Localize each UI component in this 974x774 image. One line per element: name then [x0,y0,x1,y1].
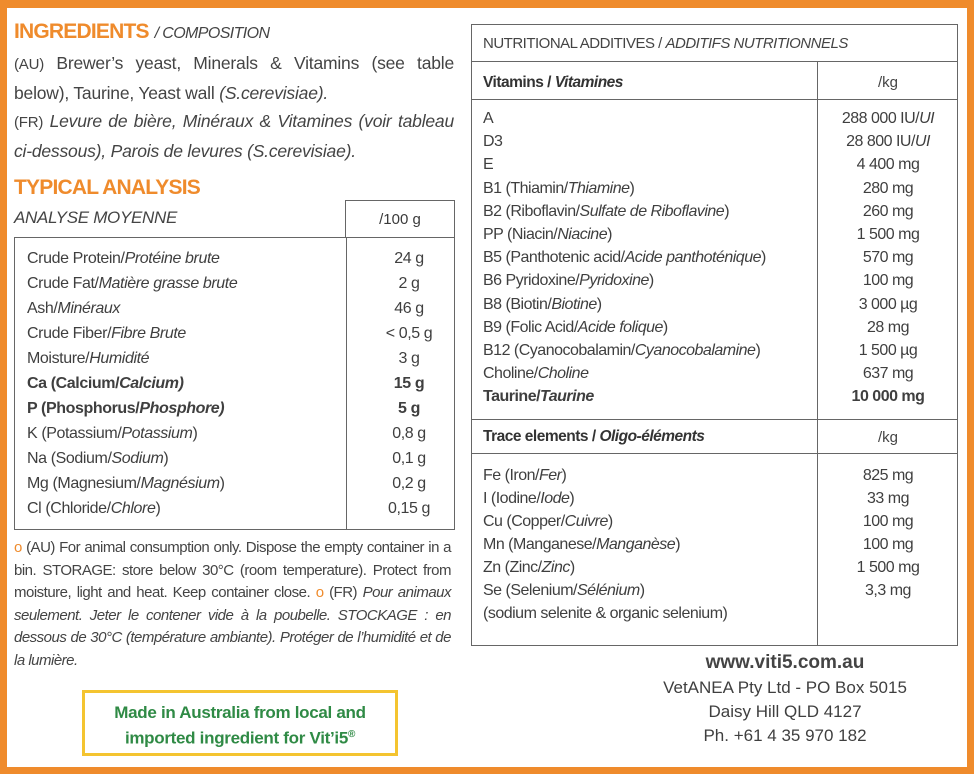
analysis-nutrient [27,296,120,321]
vitamin-value-main: 288 000 IU/ [841,110,920,127]
trace-en: Se (Selenium/ [483,582,577,599]
ingredients-au-text: Brewer’s yeast, Minerals & Vitamins (see table below), Taurine, Yeast wall [14,53,454,103]
nutrient-en: K (Potassium/ [27,425,122,442]
made-in-line-1: Made in Australia from local and [114,703,366,722]
analysis-row [27,371,447,396]
trace-tail: ) [607,513,613,530]
vitamins-heading [483,74,623,92]
usage-notes [14,537,451,672]
vitamin-value [817,153,959,176]
trace-fr: Zinc [541,559,570,576]
nutrient-tail: ) [192,425,198,442]
registered-mark: ® [347,729,356,740]
vitamin-row [483,130,957,153]
ingredients-heading [14,20,269,46]
vitamin-fr: Choline [537,365,589,383]
vitamin-fr: Biotine [551,295,597,313]
vitamin-row [483,316,957,339]
vitamin-name [483,246,766,269]
nutrient-fr: Sodium [111,450,164,467]
vitamin-row [483,293,957,316]
vitamin-row [483,362,957,385]
analysis-row [27,346,447,371]
ingredients-text [14,49,454,165]
vitamin-en: B8 (Biotin/ [483,295,552,313]
analysis-nutrient [27,246,220,271]
analysis-nutrient [27,271,237,296]
vitamin-row [483,339,957,362]
vitamin-value [817,200,959,223]
vitamin-en: Taurine/ [483,388,541,406]
vitamin-fr: Cyanocobalamine [634,342,756,359]
na-title-fr: ADDITIFS NUTRITIONNELS [665,35,848,52]
analysis-row [27,396,447,421]
vitamin-tail: ) [662,318,668,336]
website-link[interactable]: www.viti5.com.au [705,652,865,673]
vitamin-fr: Niacine [557,226,608,243]
vitamin-value [817,385,959,408]
vitamin-name [483,339,760,362]
nutrient-en: Moisture/ [27,350,90,367]
trace-en: Cu (Copper/ [483,513,565,530]
nutrient-fr: Humidité [89,350,150,367]
analysis-value: 15 g [393,375,425,392]
trace-tail: ) [569,559,575,576]
nutrient-fr: Magnésium [140,475,220,492]
trace-en: Mn (Manganese/ [483,536,597,553]
vitamin-fr: Sulfate de Riboflavine [579,202,725,220]
trace-tail: ) [639,582,645,599]
trace-heading-fr: Oligo-éléments [599,428,705,445]
analysis-value: 46 g [394,300,424,317]
vitamin-value-main: 28 mg [867,318,909,336]
vitamin-value-main: 100 mg [862,272,914,290]
vitamin-row [483,269,957,292]
analysis-nutrient [27,471,225,496]
analysis-nutrient [27,321,186,346]
trace-row [483,533,957,556]
notes-fr-text: Pour animaux seulement. Jeter le contener vide à la poubelle. STOCKAGE : en dessous de 30°C (température ambiante). Protéger de l’humidité et de la lumière. [14,584,451,669]
trace-row [483,464,957,487]
nutrient-en: P (Phosphorus/ [27,400,140,417]
analysis-subtitle: ANALYSE MOYENNE [14,208,178,227]
analysis-unit-cell [345,200,455,238]
vitamin-value [817,107,959,130]
ingredients-title: INGREDIENTS [14,20,149,43]
made-in-australia-badge [82,690,398,756]
vitamin-name [483,177,634,200]
vitamin-name [483,200,729,223]
trace-fr: Iode [540,490,570,507]
selenium-note: (sodium selenite & organic selenium) [483,605,728,622]
analysis-value: < 0,5 g [385,325,433,342]
vitamin-value [817,246,959,269]
analysis-value: 24 g [394,250,424,267]
trace-elements-heading [483,428,704,446]
vitamin-tail: ) [761,249,766,267]
vitamin-value [817,362,959,385]
vitamin-en: B1 (Thiamin/ [483,179,568,197]
trace-value: 100 mg [862,536,914,553]
trace-row [483,487,957,510]
vitamin-value-main: 10 000 mg [851,388,925,406]
vitamin-name [483,293,602,316]
vitamin-fr: Pyridoxine [579,272,649,290]
typical-analysis-title: TYPICAL ANALYSIS [14,176,200,199]
vitamin-value-main: 1 500 µg [858,342,918,359]
trace-fr: Sélénium [577,582,640,599]
analysis-table [14,237,455,530]
analysis-row [27,496,447,521]
vitamin-fr: Acide folique [577,318,663,336]
analysis-row [27,246,447,271]
vitamin-value [817,316,959,339]
trace-value: 100 mg [862,513,914,530]
nutrient-fr: Calcium) [119,375,184,392]
trace-fr: Manganèse [596,536,676,553]
vitamin-name [483,223,612,246]
table-rule [472,61,957,62]
vitamin-en: E [483,156,494,174]
company-line: VetANEA Pty Ltd - PO Box 5015 [663,678,907,697]
analysis-value: 5 g [398,400,420,417]
trace-tail: ) [675,536,681,553]
analysis-value: 0,15 g [387,500,431,517]
vitamin-tail: ) [755,342,761,359]
trace-tail: ) [569,490,575,507]
vitamin-value-main: 3 000 µg [858,295,918,313]
analysis-value: 2 g [398,275,420,292]
analysis-value: 0,1 g [392,450,426,467]
trace-row [483,579,957,602]
vitamin-value-main: 1 500 mg [856,226,920,243]
trace-value: 825 mg [862,467,914,484]
vitamin-value [817,293,959,316]
vitamins-heading-en: Vitamins / [483,74,555,91]
nutrient-tail: ) [219,475,225,492]
analysis-row [27,296,447,321]
analysis-nutrient [27,371,184,396]
analysis-unit: /100 g [379,211,421,228]
analysis-row [27,471,447,496]
vitamin-row [483,200,957,223]
trace-en: Zn (Zinc/ [483,559,542,576]
analysis-nutrient [27,446,168,471]
nutrient-en: Ca (Calcium/ [27,375,120,392]
analysis-row [27,321,447,346]
vitamin-fr: Acide panthoténique [624,249,761,267]
trace-value: 33 mg [867,490,909,507]
analysis-nutrient [27,496,160,521]
ingredients-fr-text: Levure de bière, Minéraux & Vitamines (voir tableau ci-dessous), Parois de levures (S.cerevisiae). [14,111,454,161]
analysis-row [27,446,447,471]
notes-au-text: For animal consumption only. Dispose the empty container in a bin. STORAGE: store below 30°C (room temperature). Protect from moisture, light and heat. Keep container close. [14,539,451,601]
na-title-en: NUTRITIONAL ADDITIVES / [483,35,666,52]
nutrient-fr: Matière grasse brute [98,275,238,292]
vitamin-value-main: 28 800 IU/ [846,133,915,151]
vitamin-value-main: 4 400 mg [856,156,920,174]
vitamin-value-main: 260 mg [862,202,914,220]
vitamin-row [483,153,957,176]
vitamin-value [817,223,959,246]
nutrient-en: Na (Sodium/ [27,450,112,467]
nutritional-additives-table [471,24,958,646]
vitamin-row [483,246,957,269]
nutrient-fr: Fibre Brute [111,325,186,342]
trace-name [483,487,574,510]
vitamin-row [483,385,957,408]
trace-value: 3,3 mg [865,582,911,599]
vitamin-en: Choline/ [483,365,538,383]
nutrient-tail: ) [155,500,161,517]
vitamin-en: B12 (Cyanocobalamin/ [483,342,635,359]
nutrient-en: Mg (Magnesium/ [27,475,141,492]
address-line: Daisy Hill QLD 4127 [708,702,862,721]
vitamin-row [483,107,957,130]
analysis-nutrient [27,346,149,371]
analysis-row [27,271,447,296]
vitamin-name [483,385,594,408]
bullet-marker: o [14,539,22,556]
vitamins-unit: /kg [877,74,898,91]
analysis-value: 0,8 g [392,425,426,442]
nutrient-en: Cl (Chloride/ [27,500,111,517]
vitamin-name [483,269,654,292]
vitamin-en: B6 Pyridoxine/ [483,272,580,290]
vitamin-row [483,177,957,200]
analysis-nutrient [27,396,224,421]
vitamin-name [483,107,493,130]
trace-row [483,556,957,579]
contact-block [620,650,950,748]
trace-name [483,579,645,602]
vitamin-en: B9 (Folic Acid/ [483,318,578,336]
nutrient-fr: Chlore [110,500,156,517]
notes-fr-tag: (FR) [329,584,358,601]
trace-row [483,510,957,533]
table-rule [472,453,957,454]
nutrient-en: Crude Fat/ [27,275,99,292]
made-in-line-2-text: imported ingredient for Vit’i5 [124,728,348,748]
vitamin-value-fr: UI [919,110,935,127]
analysis-row [27,421,447,446]
vitamin-fr: Taurine [540,388,594,406]
phone-line: Ph. +61 4 35 970 182 [703,726,867,745]
vitamin-value-main: 280 mg [862,179,914,197]
nutrient-fr: Potassium [121,425,193,442]
fr-tag: (FR) [14,114,44,131]
vitamin-en: B2 (Riboflavin/ [483,202,580,220]
nutrient-en: Ash/ [27,300,58,317]
au-tag: (AU) [14,56,45,73]
vitamin-name [483,362,588,385]
analysis-value: 0,2 g [392,475,426,492]
table-rule [472,419,957,420]
made-in-line-2 [85,724,395,750]
nutrient-fr: Protéine brute [124,250,220,267]
trace-name [483,464,566,487]
trace-tail: ) [561,467,567,484]
trace-name [483,510,613,533]
vitamins-heading-fr: Vitamines [554,74,623,91]
vitamin-value [817,339,959,362]
vitamin-en: B5 (Panthotenic acid/ [483,249,625,267]
vitamin-tail: ) [724,202,730,220]
vitamin-value [817,177,959,200]
trace-name [483,556,575,579]
vitamin-en: PP (Niacin/ [483,226,558,243]
trace-fr: Fer [538,467,562,484]
trace-en: Fe (Iron/ [483,467,539,484]
nutrient-tail: ) [163,450,169,467]
vitamin-tail: ) [629,179,635,197]
analysis-value: 3 g [398,350,420,367]
vitamin-tail: ) [648,272,654,290]
vitamin-en: A [483,110,494,127]
ingredients-subtitle: / COMPOSITION [154,25,270,42]
vitamin-tail: ) [607,226,612,243]
ingredients-au-species: (S.cerevisiae). [219,83,329,103]
vitamin-row [483,223,957,246]
nutrient-fr: Phosphore) [139,400,225,417]
trace-unit: /kg [877,429,898,446]
vitamin-name [483,316,668,339]
analysis-nutrient [27,421,197,446]
bullet-marker: o [315,584,324,601]
trace-value: 1 500 mg [856,559,920,576]
nutrient-en: Crude Fiber/ [27,325,112,342]
vitamin-en: D3 [483,133,503,151]
notes-au-tag: (AU) [26,539,55,556]
nutritional-additives-title [483,25,848,62]
trace-name [483,533,680,556]
trace-en: I (Iodine/ [483,490,541,507]
vitamin-value-main: 637 mg [862,365,914,383]
vitamin-value-main: 570 mg [862,249,914,267]
table-rule [472,99,957,100]
vitamin-value-fr: UI [914,133,930,151]
vitamin-name [483,153,493,176]
nutrient-en: Crude Protein/ [27,250,125,267]
vitamin-name [483,130,502,153]
trace-heading-en: Trace elements / [483,428,600,445]
vitamin-tail: ) [596,295,602,313]
trace-fr: Cuivre [564,513,608,530]
vitamin-fr: Thiamine [567,179,630,197]
vitamin-value [817,130,959,153]
vitamin-value [817,269,959,292]
nutrient-fr: Minéraux [57,300,121,317]
